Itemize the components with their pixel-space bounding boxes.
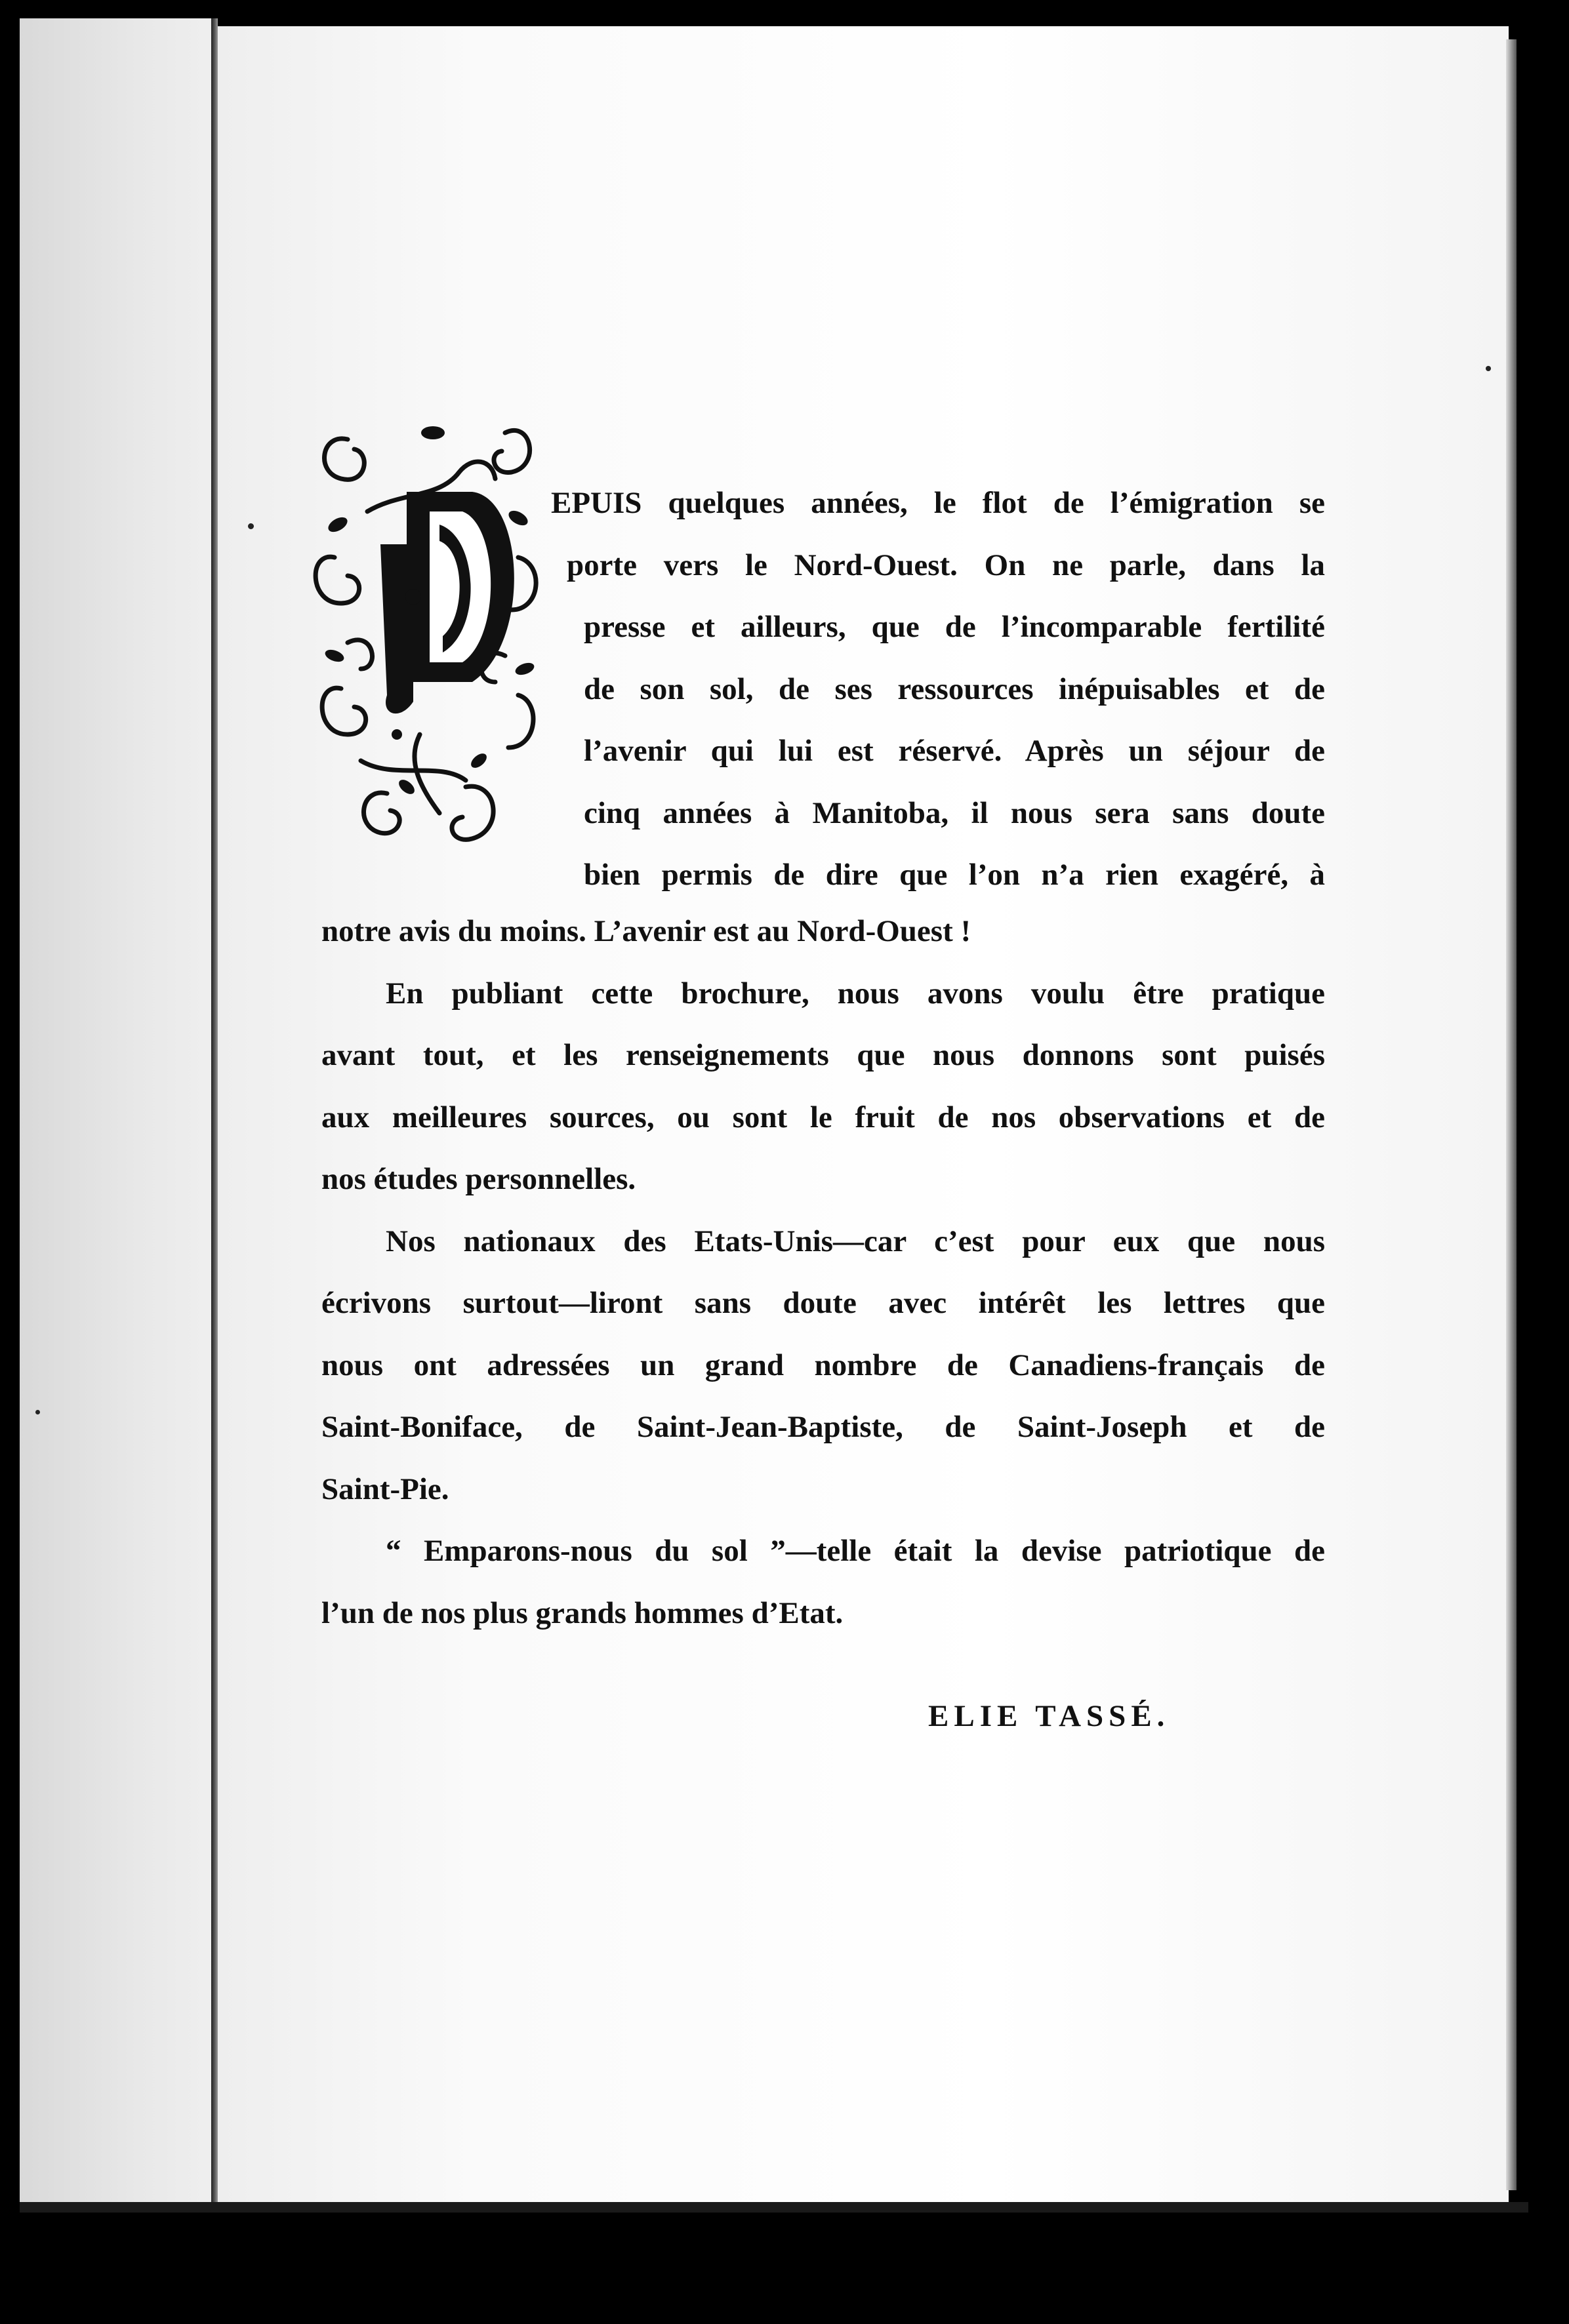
first-paragraph-beside-dropcap xyxy=(551,472,1325,906)
text-line: bien permis de dire que l’on n’a rien exagéré, à xyxy=(584,858,1325,892)
scan-speck xyxy=(35,1410,40,1414)
text-line: En publiant cette brochure, nous avons voulu être pratique xyxy=(386,976,1325,1011)
text-line: aux meilleures sources, ou sont le fruit de nos observations et de xyxy=(321,1100,1325,1134)
text-line: presse et ailleurs, que de l’incomparable fertilité xyxy=(584,610,1325,644)
book-spine-shadow xyxy=(211,18,218,2202)
page-right-edge xyxy=(1506,39,1517,2190)
text-line: l’avenir qui lui est réservé. Après un séjour de xyxy=(584,734,1325,768)
text-line: écrivons surtout—liront sans doute avec intérêt les lettres que xyxy=(321,1286,1325,1320)
facing-page-edge xyxy=(20,18,216,2202)
text-line: Saint-Pie. xyxy=(321,1472,449,1506)
text-line: de son sol, de ses ressources inépuisables et de xyxy=(584,671,1325,706)
text-line: cinq années à Manitoba, il nous sera sans doute xyxy=(584,795,1325,830)
text-line: porte vers le Nord-Ouest. On ne parle, dans la xyxy=(567,548,1325,582)
author-signature: ELIE TASSÉ. xyxy=(928,1699,1170,1733)
text-line: Saint-Boniface, de Saint-Jean-Baptiste, de Saint-Joseph et de xyxy=(321,1410,1325,1444)
text-line: l’un de nos plus grands hommes d’Etat. xyxy=(321,1595,844,1630)
scan-speck xyxy=(1486,366,1491,371)
text-line: EPUIS quelques années, le flot de l’émigration se xyxy=(551,486,1325,520)
paragraph-devise xyxy=(321,1520,1325,1644)
body-text xyxy=(321,900,1325,1644)
text-line: avant tout, et les renseignements que nous donnons sont puisés xyxy=(321,1038,1325,1072)
text-line: Nos nationaux des Etats-Unis—car c’est pour eux que nous xyxy=(386,1224,1325,1258)
paragraph-nationaux xyxy=(321,1211,1325,1521)
scan-speck xyxy=(248,523,254,529)
text-line: nous ont adressées un grand nombre de Canadiens-français de xyxy=(321,1348,1325,1382)
ornamental-dropcap-d xyxy=(308,393,544,866)
text-line: “ Emparons-nous du sol ”—telle était la devise patriotique de xyxy=(386,1534,1325,1568)
page-bottom-edge xyxy=(20,2202,1528,2213)
text-line: notre avis du moins. L’avenir est au Nord-Ouest ! xyxy=(321,914,971,948)
paragraph-brochure xyxy=(321,963,1325,1211)
text-line: nos études personnelles. xyxy=(321,1162,636,1196)
